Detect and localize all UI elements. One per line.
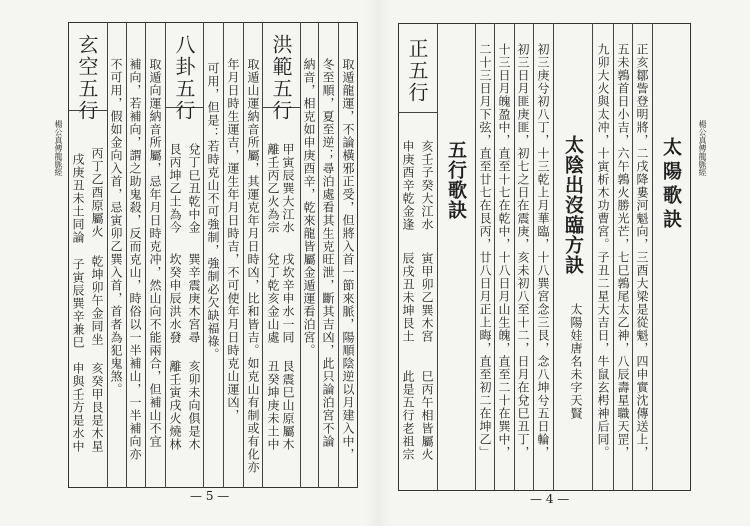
column-divider [243, 22, 244, 488]
column-divider [592, 23, 593, 491]
text-column: 不可用，假如金向入首，忌寅卯乙巽入首，首者為犯鬼煞。 [109, 58, 123, 396]
column-divider [533, 23, 534, 491]
verse-line: 寅甲卯乙巽木宮 [420, 252, 434, 343]
text-column: 九卯大火與太冲，十寅析木功曹宮。子丑二星大吉日，牛鼠玄枵神后同。 [596, 43, 610, 459]
column-divider [223, 22, 224, 488]
section-title-taiyang: 太陽歌訣 [660, 137, 682, 233]
verse-line: 巽辛震庚木宮尋 [187, 253, 201, 344]
verse-line: 戌坎辛申水一同 [281, 253, 295, 344]
section-title-taiyin: 太陰出沒臨方訣 [562, 135, 584, 275]
text-column: 取遁山運納音所屬，其運克年月日時凶，比和皆吉。如克山有制或有化亦 [246, 58, 260, 474]
verse-line: 辰戌丑未坤艮土 [401, 252, 415, 343]
verse-line: 艮震巳山原屬木 [281, 360, 295, 451]
verse-line: 戌庚丑未土同論 [71, 153, 85, 244]
column-divider [126, 22, 127, 488]
text-column: 初三庚兮初八丁，十三乾上月華臨，十八巽宮念三艮，念八坤兮五日輪， [536, 43, 550, 459]
text-column: 取遁向運納音所屬，忌年月日時克冲，然山向不能兩合，但補山不宜 [148, 58, 162, 448]
verse-line: 丑癸坤庚未土中 [266, 360, 280, 451]
verse-line: 亥卯未向俱是木 [187, 360, 201, 451]
section-title-bagua: 八卦五行 [172, 34, 196, 122]
verse-line: 子寅辰巽辛兼巳 [71, 258, 85, 349]
column-divider [475, 23, 476, 491]
column-divider [494, 23, 495, 491]
verse-line: 亥壬子癸大江水 [420, 140, 434, 231]
column-divider [613, 23, 614, 491]
verse-line: 申庚酉辛乾金逢 [401, 140, 415, 231]
text-column: 二十三日月下弦，直至廿七在艮丙，廿八日月正上晦，直至初二在坤乙」 [478, 43, 492, 459]
verse-line: 丙丁乙酉原屬火 [90, 147, 104, 238]
right-side-label: 楊公真傳龍脈經 [698, 120, 707, 176]
text-column: 補向，若補向，謂之助鬼殺，反而克山，時俗以一半補山，一半補向亦 [128, 58, 142, 461]
text-column: 冬至順，夏至逆；尋泊處看其生克旺泄，斷其吉凶，此只論泊宮不論 [321, 58, 335, 448]
text-column: 十三日月魄盈中，直至十七在乾中，十八日月山生魄，直至二十在巽中， [497, 43, 511, 459]
verse-line: 離壬寅戌火燒林 [168, 360, 182, 451]
column-divider [165, 22, 166, 488]
section-title-xuankong: 玄空五行 [75, 34, 99, 122]
text-column: 納音，相克如申庚酉辛，乾來龍皆屬金遁運看泊宮。 [302, 58, 316, 357]
book-gutter [366, 0, 390, 526]
column-divider [262, 22, 263, 488]
text-column: 五未鶉首日小吉，六午鶉火勝光芒，七巳鶉尾太乙神，八辰壽星職天罡， [616, 43, 630, 459]
column-divider [632, 23, 633, 491]
section-title-wuxing-song: 五行歌訣 [445, 140, 467, 220]
column-divider [300, 22, 301, 488]
title-box-bottom [398, 112, 437, 113]
text-column: 年月日時生運吉，運生年月日時吉，不可使年月日時克山運凶， [226, 58, 240, 422]
verse-line: 亥癸甲艮是木星 [90, 362, 104, 453]
column-divider [514, 23, 515, 491]
verse-line: 此是五行老祖宗 [401, 370, 415, 461]
section-title-hongfan: 洪範五行 [269, 34, 293, 122]
verse-line: 乾坤卯午金同坐 [90, 255, 104, 346]
text-column: 取遁龍運，不論橫邪正受，但將入首一節來脈，陽順陰逆以月建入中， [341, 58, 355, 461]
page-number: — 4 — [530, 492, 570, 506]
column-divider [553, 23, 554, 491]
verse-line: 兌丁巳丑乾中金 [187, 143, 201, 234]
text-column: 初三日月匪庚匪，初七之日在震庚，亥未初八至十二，日月在兌巳丑丁， [516, 43, 530, 459]
verse-line: 坎癸申辰洪水發 [168, 253, 182, 344]
verse-line: 艮丙坤乙土為今 [168, 143, 182, 234]
section-title-zheng-wuxing: 正五行 [405, 38, 429, 104]
verse-line: 離壬丙乙火為宗 [266, 143, 280, 234]
verse-line: 申與壬方是水中 [71, 362, 85, 453]
column-divider [145, 22, 146, 488]
column-divider [318, 22, 319, 488]
text-column: 正亥鄒訾登明將，二戌降婁河魁向，三酉大梁是從魁，四申實沈傳送上， [635, 43, 649, 459]
column-divider [107, 22, 108, 488]
column-divider [652, 23, 653, 491]
left-side-label: 楊公真傳龍脈經 [54, 120, 63, 176]
verse-line: 兌丁乾亥金山處 [266, 253, 280, 344]
verse-line: 甲寅辰巽大江水 [281, 143, 295, 234]
column-divider [338, 22, 339, 488]
verse-line: 巳丙午相皆屬火 [420, 370, 434, 461]
column-divider [203, 22, 204, 488]
text-column: 可用，但是：若時克山不可強制，強制必欠缺福祿。 [206, 62, 220, 361]
column-divider [437, 23, 438, 491]
page-number: — 5 — [190, 489, 230, 503]
section-subtitle: 太陽娃唐名未字天賢 [569, 303, 583, 420]
